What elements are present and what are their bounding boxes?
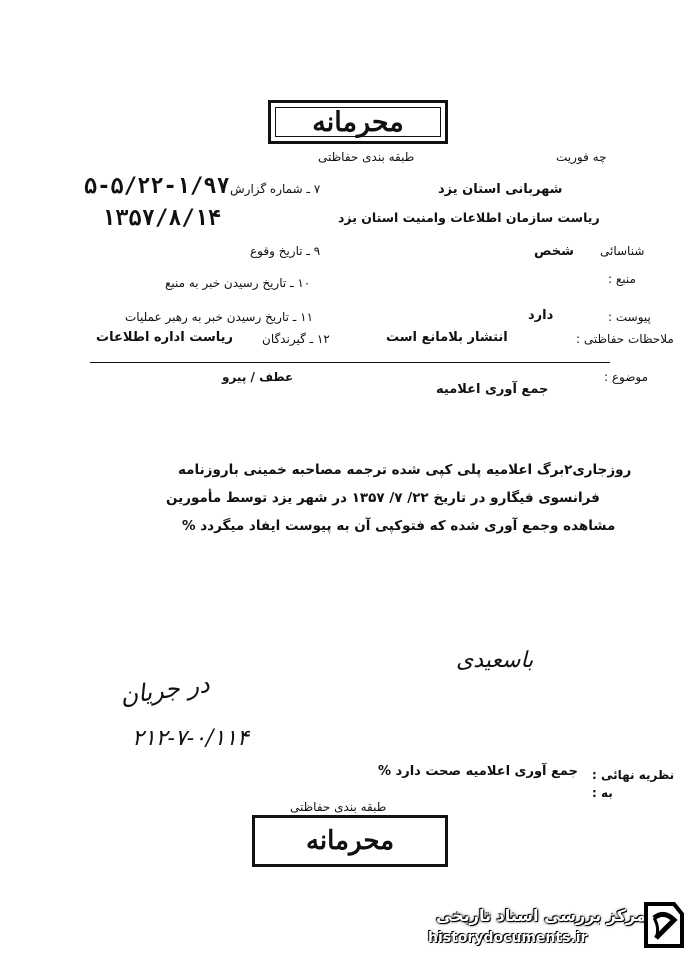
- subject-label: موضوع :: [604, 370, 649, 384]
- source-receive-label: ۱۰ ـ تاریخ رسیدن خبر به منبع: [165, 276, 311, 290]
- handwritten-signature: باسعیدی: [456, 648, 534, 673]
- recipients-value: ریاست اداره اطلاعات: [96, 330, 233, 345]
- identity-label: شناسائی: [600, 244, 645, 258]
- bottom-classification-stamp: [252, 815, 448, 867]
- mayor-field: شهربانی استان یزد: [438, 182, 563, 197]
- watermark-url: historydocuments.ir: [428, 930, 588, 946]
- report-number-value: ۵-۵/۲۲-۱/۹۷: [84, 174, 230, 199]
- report-number-label: ۷ ـ شماره گزارش: [230, 182, 321, 196]
- security-note-value: انتشار بلامانع است: [386, 330, 508, 345]
- subject-value: جمع آوری اعلامیه: [436, 382, 549, 397]
- opinion-value: جمع آوری اعلامیه صحت دارد %: [378, 764, 578, 779]
- urgency-label: چه فوریت: [556, 150, 607, 164]
- handwritten-note: در جریان: [118, 669, 212, 711]
- subject-divider: [90, 362, 610, 363]
- identity-value: شخص: [534, 244, 574, 259]
- event-date-label: ۹ ـ تاریخ وقوع: [250, 244, 321, 258]
- ops-receive-label: ۱۱ ـ تاریخ رسیدن خبر به رهبر عملیات: [125, 310, 314, 324]
- bottom-stamp-text: محرمانه: [305, 826, 395, 856]
- report-date-value: ۱۳۵۷/۸/۱۴: [102, 206, 222, 231]
- top-stamp-text: محرمانه: [312, 107, 404, 138]
- body-line-1: روزجاری۲برگ اعلامیه پلی کپی شده ترجمه مصاحبه خمینی باروزنامه: [178, 462, 632, 478]
- recipients-label: ۱۲ ـ گیرندگان: [262, 332, 330, 346]
- top-classification-stamp: [268, 100, 448, 144]
- top-stamp-caption: طبقه بندی حفاظتی: [318, 150, 415, 164]
- document-logo-icon: [640, 898, 686, 952]
- bottom-stamp-caption: طبقه بندی حفاظتی: [290, 800, 387, 814]
- handwritten-code: ۲۱۲-۷-۰/۱۱۴: [132, 726, 249, 751]
- body-line-2: فرانسوی فیگارو در تاریخ ۲۲/ ۷/ ۱۳۵۷ در شهر یزد توسط مأمورین: [166, 490, 600, 506]
- subject-ref-label: عطف / پیرو: [222, 370, 294, 384]
- security-note-label: ملاحظات حفاظتی :: [576, 332, 674, 346]
- watermark-title: مرکز بررسی اسناد تاریخی: [436, 906, 646, 925]
- body-line-3: مشاهده وجمع آوری شده که فتوکپی آن به پیوست ایفاد میگردد %: [182, 518, 616, 534]
- to-label: به :: [592, 786, 613, 800]
- attachment-value: دارد: [528, 308, 554, 323]
- head-field: ریاست سازمان اطلاعات وامنیت استان یزد: [338, 210, 600, 225]
- source-label: منبع :: [608, 272, 636, 286]
- attachment-label: پیوست :: [608, 310, 651, 324]
- opinion-label: نظریه نهائی :: [592, 768, 675, 782]
